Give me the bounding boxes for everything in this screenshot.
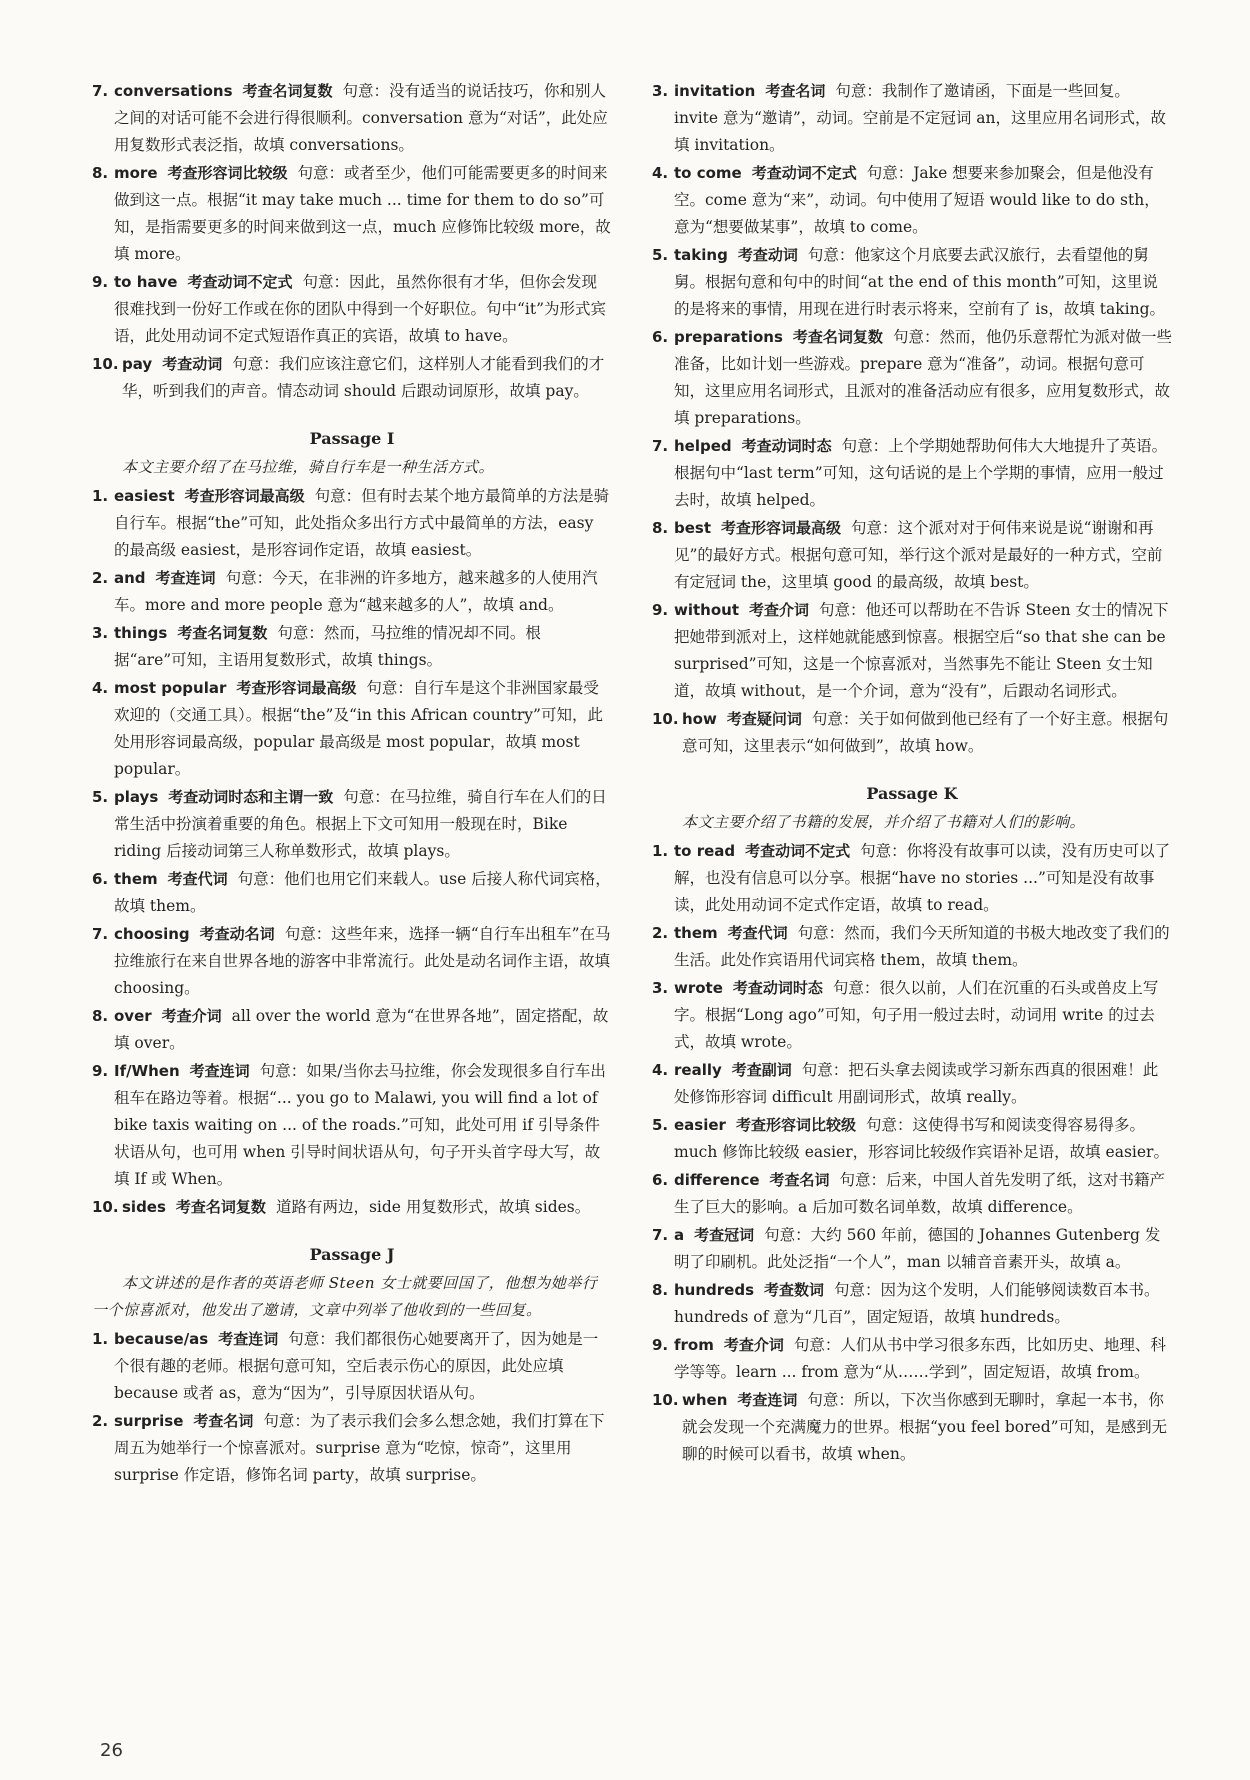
left-column — [92, 78, 612, 1490]
answer-item — [92, 784, 612, 865]
grammar-point: 考查名词复数 — [792, 328, 883, 346]
grammar-point: 考查形容词最高级 — [236, 679, 357, 697]
answer-word: invitation — [674, 82, 756, 100]
answer-item — [92, 1003, 612, 1057]
explanation-text: 句意：今天，在非洲的许多地方，越来越多的人使用汽车。more and more people 意为“越来越多的人”，故填 and。 — [114, 569, 598, 614]
answer-item — [652, 1112, 1172, 1166]
answer-item — [92, 351, 612, 405]
answer-word: preparations — [674, 328, 783, 346]
grammar-point: 考查动词 — [162, 355, 223, 373]
answer-item — [92, 1408, 612, 1489]
grammar-point: 考查连词 — [189, 1062, 250, 1080]
item-number: 9. — [92, 1062, 109, 1080]
answer-item — [652, 515, 1172, 596]
passage-k-title: Passage K — [866, 784, 958, 803]
answer-item — [92, 565, 612, 619]
item-number: 10. — [92, 1198, 119, 1216]
explanation-text: 句意：他还可以帮助在不告诉 Steen 女士的情况下把她带到派对上，这样她就能感到惊喜。根据空后“so that she can be surprised”可知，这是一个惊喜派对，当然事先不能让 Steen 女士知道，故填 without，是一个介词，意为“没有”，后跟动名词形式。 — [674, 601, 1169, 700]
answer-item — [652, 597, 1172, 705]
answer-item — [92, 620, 612, 674]
grammar-point: 考查数词 — [764, 1281, 825, 1299]
explanation-text: 句意：我们都很伤心她要离开了，因为她是一个很有趣的老师。根据句意可知，空后表示伤心的原因，此处应填 because 或者 as，意为“因为”，引导原因状语从句。 — [114, 1330, 599, 1402]
explanation-text: 句意：因此，虽然你很有才华，但你会发现很难找到一份好工作或在你的团队中得到一个好职位。句中“it”为形式宾语，此处用动词不定式短语作真正的宾语，故填 to have。 — [114, 273, 607, 345]
explanation-text: 句意：他家这个月底要去武汉旅行，去看望他的舅舅。根据句意和句中的时间“at the end of this month”可知，这里说的是将来的事情，用现在进行时表示将来，空前有了 is，故填 taking。 — [674, 246, 1165, 318]
passage-j-intro: 本文讲述的是作者的英语老师 Steen 女士就要回国了，他想为她举行一个惊喜派对，他发出了邀请，文章中列举了他收到的一些回复。 — [92, 1274, 598, 1319]
explanation-text: 句意：然而，他仍乐意帮忙为派对做一些准备，比如计划一些游戏。prepare 意为“准备”，动词。根据句意可知，这里应用名词形式，且派对的准备活动应有很多，应用复数形式，故填 preparations。 — [674, 328, 1172, 427]
answer-item — [652, 1057, 1172, 1111]
explanation-text: 句意：为了表示我们会多么想念她，我们打算在下周五为她举行一个惊喜派对。surprise 意为“吃惊，惊奇”，这里用 surprise 作定语，修饰名词 party，故填 surprise。 — [114, 1412, 605, 1484]
grammar-point: 考查动名词 — [199, 925, 275, 943]
page-number: 26 — [100, 1740, 123, 1761]
answer-word: taking — [674, 246, 728, 264]
explanation-text: 句意：但有时去某个地方最简单的方法是骑自行车。根据“the”可知，此处指众多出行方式中最简单的方法，easy 的最高级 easiest，是形容词作定语，故填 easiest。 — [114, 487, 610, 559]
item-number: 6. — [652, 328, 669, 346]
explanation-text: all over the world 意为“在世界各地”，固定搭配，故填 over。 — [114, 1007, 609, 1052]
answer-item — [92, 1194, 612, 1221]
item-number: 2. — [92, 569, 109, 587]
answer-word: them — [114, 870, 158, 888]
item-number: 8. — [92, 1007, 109, 1025]
answer-item — [652, 78, 1172, 159]
answer-word: easiest — [114, 487, 175, 505]
answer-word: over — [114, 1007, 152, 1025]
answer-item — [652, 160, 1172, 241]
answer-item — [652, 433, 1172, 514]
item-number: 1. — [652, 842, 669, 860]
answer-word: to come — [674, 164, 742, 182]
answer-word: them — [674, 924, 718, 942]
explanation-text: 句意：这些年来，选择一辆“自行车出租车”在马拉维旅行在来自世界各地的游客中非常流行。此处是动名词作主语，故填 choosing。 — [114, 925, 611, 997]
answer-word: and — [114, 569, 146, 587]
grammar-point: 考查副词 — [731, 1061, 792, 1079]
grammar-point: 考查疑问词 — [726, 710, 802, 728]
item-number: 1. — [92, 1330, 109, 1348]
answer-item — [652, 1222, 1172, 1276]
item-number: 2. — [92, 1412, 109, 1430]
answer-word: things — [114, 624, 168, 642]
answer-word: without — [674, 601, 740, 619]
answer-word: easier — [674, 1116, 726, 1134]
item-number: 10. — [92, 355, 119, 373]
item-number: 5. — [652, 1116, 669, 1134]
answer-item — [652, 920, 1172, 974]
grammar-point: 考查代词 — [727, 924, 788, 942]
answer-word: helped — [674, 437, 732, 455]
explanation-text: 句意：因为这个发明，人们能够阅读数百本书。hundreds of 意为“几百”，固定短语，故填 hundreds。 — [674, 1281, 1160, 1326]
explanation-text: 句意：Jake 想要来参加聚会，但是他没有空。come 意为“来”，动词。句中使用了短语 would like to do sth，意为“想要做某事”，故填 to come。 — [674, 164, 1160, 236]
item-number: 9. — [652, 601, 669, 619]
item-number: 7. — [652, 437, 669, 455]
grammar-point: 考查连词 — [737, 1391, 798, 1409]
answer-word: how — [682, 710, 717, 728]
passage-i-intro: 本文主要介绍了在马拉维，骑自行车是一种生活方式。 — [122, 458, 495, 476]
item-number: 3. — [652, 979, 669, 997]
item-number: 7. — [652, 1226, 669, 1244]
grammar-point: 考查名词 — [769, 1171, 830, 1189]
explanation-text: 句意：你将没有故事可以读，没有历史可以了解，也没有信息可以分享。根据“have no stories ...”可知是没有故事读，此处用动词不定式作定语，故填 to read。 — [674, 842, 1171, 914]
explanation-text: 句意：他们也用它们来载人。use 后接人称代词宾格，故填 them。 — [114, 870, 611, 915]
answer-word: a — [674, 1226, 685, 1244]
item-number: 2. — [652, 924, 669, 942]
grammar-point: 考查形容词最高级 — [184, 487, 305, 505]
grammar-point: 考查冠词 — [694, 1226, 755, 1244]
grammar-point: 考查动词时态和主谓一致 — [168, 788, 334, 806]
explanation-text: 句意：后来，中国人首先发明了纸，这对书籍产生了巨大的影响。a 后加可数名词单数，故填 difference。 — [674, 1171, 1166, 1216]
answer-item — [92, 1326, 612, 1407]
passage-i-items — [92, 483, 612, 1221]
grammar-point: 考查连词 — [218, 1330, 279, 1348]
right-column — [652, 78, 1172, 1469]
explanation-text: 道路有两边，side 用复数形式，故填 sides。 — [275, 1198, 591, 1216]
grammar-point: 考查名词复数 — [175, 1198, 266, 1216]
item-number: 7. — [92, 82, 109, 100]
answer-item — [92, 78, 612, 159]
answer-word: wrote — [674, 979, 723, 997]
answer-word: choosing — [114, 925, 190, 943]
passage-j-items — [92, 1326, 612, 1489]
explanation-text: 句意：然而，马拉维的情况却不同。根据“are”可知，主语用复数形式，故填 things。 — [114, 624, 541, 669]
item-number: 6. — [652, 1171, 669, 1189]
item-number: 7. — [92, 925, 109, 943]
explanation-text: 句意：我们应该注意它们，这样别人才能看到我们的才华，听到我们的声音。情态动词 should 后跟动词原形，故填 pay。 — [122, 355, 605, 400]
explanation-text: 句意：关于如何做到他已经有了一个好主意。根据句意可知，这里表示“如何做到”，故填 how。 — [682, 710, 1169, 755]
item-number: 4. — [92, 679, 109, 697]
answer-item — [652, 975, 1172, 1056]
answer-word: surprise — [114, 1412, 184, 1430]
answer-word: to read — [674, 842, 736, 860]
item-number: 1. — [92, 487, 109, 505]
answer-word: best — [674, 519, 712, 537]
explanation-text: 句意：人们从书中学习很多东西，比如历史、地理、科学等等。learn ... from 意为“从……学到”，固定短语，故填 from。 — [674, 1336, 1166, 1381]
grammar-point: 考查介词 — [749, 601, 810, 619]
explanation-text: 句意：这使得书写和阅读变得容易得多。much 修饰比较级 easier，形容词比较级作宾语补足语，故填 easier。 — [674, 1116, 1169, 1161]
answer-item — [652, 1387, 1172, 1468]
grammar-point: 考查动词时态 — [741, 437, 832, 455]
explanation-text: 句意：在马拉维，骑自行车在人们的日常生活中扮演着重要的角色。根据上下文可知用一般现在时，Bike riding 后接动词第三人称单数形式，故填 plays。 — [114, 788, 607, 860]
explanation-text: 句意：自行车是这个非洲国家最受欢迎的（交通工具）。根据“the”及“in this African country”可知，此处用形容词最高级，popular 最高级是 most popular，故填 most popular。 — [114, 679, 603, 778]
explanation-text: 句意：如果/当你去马拉维，你会发现很多自行车出租车在路边等着。根据“... you go to Malawi, you will find a lot of bike taxis waiting on ... of the roads.”可知，此处可用 if 引导条件状语从句，也可用 when 引导时间状语从句，句子开头首字母大写，故填 If 或 When。 — [114, 1062, 606, 1188]
answer-item — [652, 324, 1172, 432]
item-number: 8. — [652, 519, 669, 537]
passage-k-intro: 本文主要介绍了书籍的发展，并介绍了书籍对人们的影响。 — [682, 813, 1086, 831]
explanation-text: 句意：很久以前，人们在沉重的石头或兽皮上写字。根据“Long ago”可知，句子用一般过去时，动词用 write 的过去式，故填 wrote。 — [674, 979, 1159, 1051]
grammar-point: 考查代词 — [167, 870, 228, 888]
grammar-point: 考查名词 — [765, 82, 826, 100]
answer-word: from — [674, 1336, 714, 1354]
item-number: 8. — [652, 1281, 669, 1299]
grammar-point: 考查动词不定式 — [187, 273, 293, 291]
answer-word: If/When — [114, 1062, 180, 1080]
grammar-point: 考查名词复数 — [177, 624, 268, 642]
item-number: 5. — [92, 788, 109, 806]
answer-word: to have — [114, 273, 178, 291]
answer-item — [652, 1167, 1172, 1221]
answer-item — [652, 242, 1172, 323]
passage-i-title: Passage I — [309, 429, 395, 448]
answer-word: when — [682, 1391, 728, 1409]
answer-word: pay — [122, 355, 153, 373]
grammar-point: 考查形容词比较级 — [167, 164, 288, 182]
answer-item — [652, 1277, 1172, 1331]
item-number: 9. — [652, 1336, 669, 1354]
grammar-point: 考查动词不定式 — [751, 164, 857, 182]
grammar-point: 考查名词 — [193, 1412, 254, 1430]
explanation-text: 句意：或者至少，他们可能需要更多的时间来做到这一点。根据“it may take much ... time for them to do so”可知，是指需要更多的时间来做到这一点，much 应修饰比较级 more，故填 more。 — [114, 164, 611, 263]
item-number: 6. — [92, 870, 109, 888]
answer-item — [92, 866, 612, 920]
answer-item — [652, 706, 1172, 760]
answer-item — [92, 1058, 612, 1193]
passage-k-items — [652, 838, 1172, 1468]
explanation-text: 句意：上个学期她帮助何伟大大地提升了英语。根据句中“last term”可知，这句话说的是上个学期的事情，应用一般过去时，故填 helped。 — [674, 437, 1168, 509]
explanation-text: 句意：没有适当的说话技巧，你和别人之间的对话可能不会进行得很顺利。conversation 意为“对话”，此处应用复数形式表泛指，故填 conversations。 — [114, 82, 608, 154]
answer-item — [652, 838, 1172, 919]
grammar-point: 考查连词 — [155, 569, 216, 587]
item-number: 3. — [92, 624, 109, 642]
answer-word: sides — [122, 1198, 166, 1216]
answer-word: difference — [674, 1171, 760, 1189]
answer-item — [92, 269, 612, 350]
explanation-text: 句意：所以，下次当你感到无聊时，拿起一本书，你就会发现一个充满魔力的世界。根据“you feel bored”可知，是感到无聊的时候可以看书，故填 when。 — [682, 1391, 1168, 1463]
grammar-point: 考查介词 — [161, 1007, 222, 1025]
answer-word: because/as — [114, 1330, 209, 1348]
item-number: 9. — [92, 273, 109, 291]
item-number: 8. — [92, 164, 109, 182]
answer-item — [92, 160, 612, 268]
grammar-point: 考查介词 — [723, 1336, 784, 1354]
grammar-point: 考查名词复数 — [242, 82, 333, 100]
grammar-point: 考查动词时态 — [732, 979, 823, 997]
answer-word: conversations — [114, 82, 233, 100]
lead-items — [92, 78, 612, 405]
answer-word: really — [674, 1061, 722, 1079]
answer-word: most popular — [114, 679, 227, 697]
grammar-point: 考查动词不定式 — [745, 842, 851, 860]
answer-item — [92, 921, 612, 1002]
explanation-text: 句意：然而，我们今天所知道的书极大地改变了我们的生活。此处作宾语用代词宾格 them，故填 them。 — [674, 924, 1170, 969]
item-number: 3. — [652, 82, 669, 100]
answer-item — [652, 1332, 1172, 1386]
grammar-point: 考查形容词比较级 — [735, 1116, 856, 1134]
answer-item — [92, 675, 612, 783]
passage-j-continued-items — [652, 78, 1172, 760]
explanation-text: 句意：这个派对对于何伟来说是说“谢谢和再见”的最好方式。根据句意可知，举行这个派对是最好的一种方式，空前有定冠词 the，这里填 good 的最高级，故填 best。 — [674, 519, 1163, 591]
item-number: 4. — [652, 164, 669, 182]
passage-j-title: Passage J — [309, 1245, 395, 1264]
item-number: 10. — [652, 1391, 679, 1409]
answer-word: plays — [114, 788, 159, 806]
explanation-text: 句意：我制作了邀请函，下面是一些回复。invite 意为“邀请”，动词。空前是不定冠词 an，这里应用名词形式，故填 invitation。 — [674, 82, 1166, 154]
answer-word: more — [114, 164, 158, 182]
answer-word: hundreds — [674, 1281, 755, 1299]
explanation-text: 句意：把石头拿去阅读或学习新东西真的很困难！此处修饰形容词 difficult 用副词形式，故填 really。 — [674, 1061, 1159, 1106]
item-number: 5. — [652, 246, 669, 264]
item-number: 10. — [652, 710, 679, 728]
item-number: 4. — [652, 1061, 669, 1079]
explanation-text: 句意：大约 560 年前，德国的 Johannes Gutenberg 发明了印刷机。此处泛指“一个人”，man 以辅音音素开头，故填 a。 — [674, 1226, 1161, 1271]
grammar-point: 考查形容词最高级 — [721, 519, 842, 537]
grammar-point: 考查动词 — [737, 246, 798, 264]
answer-item — [92, 483, 612, 564]
